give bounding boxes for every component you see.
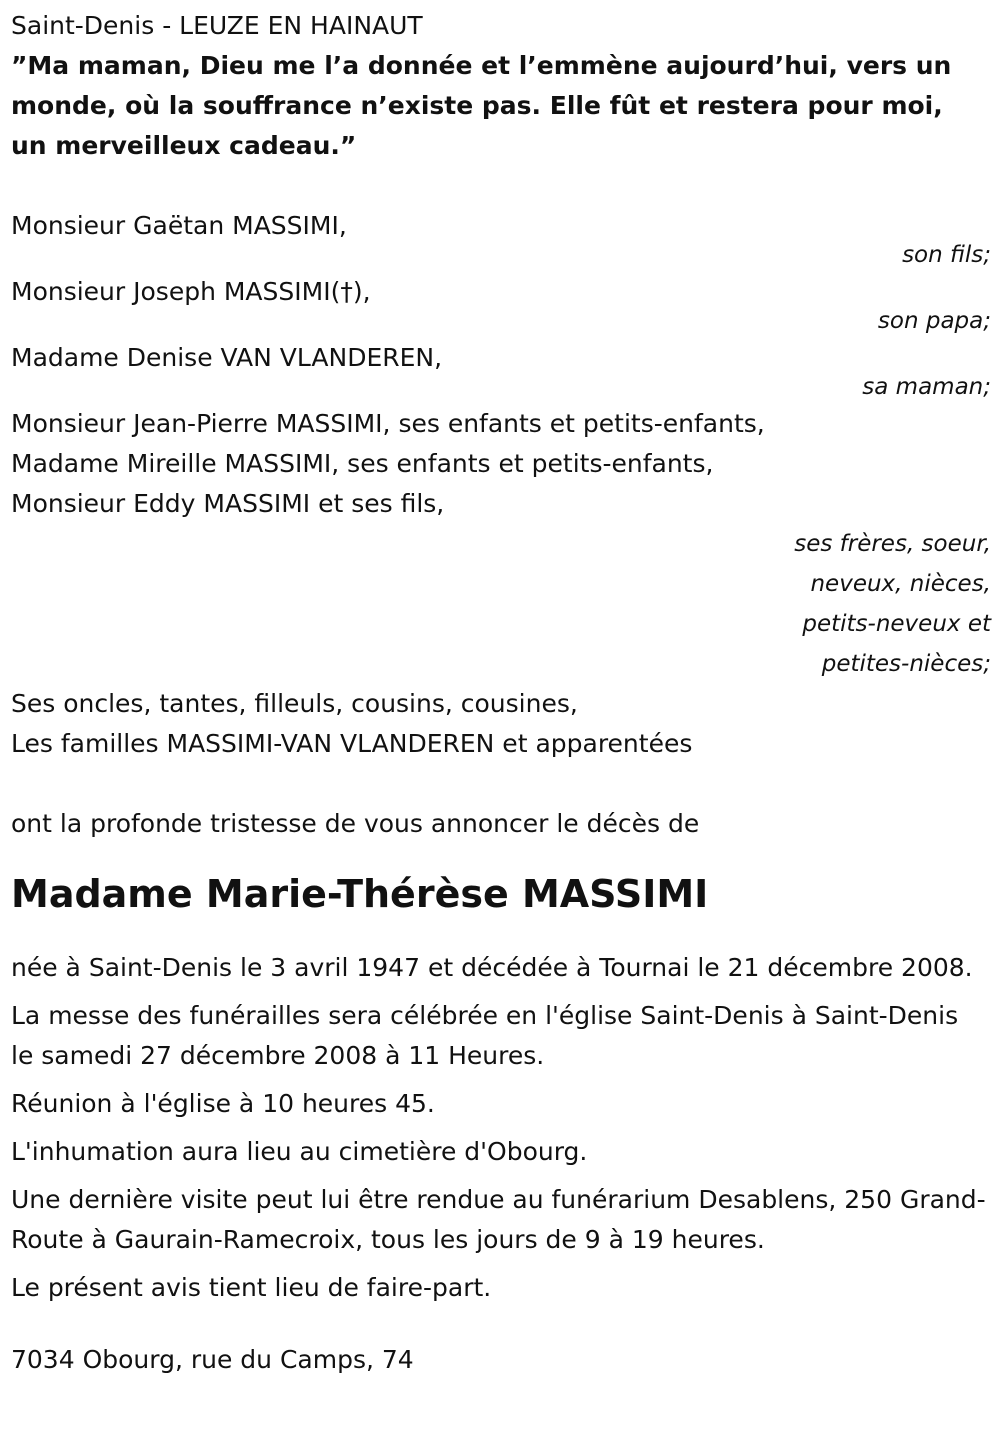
father-name: Monsieur Joseph MASSIMI(†),	[11, 277, 371, 306]
mother-name: Madame Denise VAN VLANDEREN,	[11, 343, 443, 372]
burial-details: L'inhumation aura lieu au cimetière d'Obourg.	[11, 1137, 588, 1166]
son-name: Monsieur Gaëtan MASSIMI,	[11, 211, 347, 240]
deceased-name: Madame Marie-Thérèse MASSIMI	[11, 872, 709, 916]
obituary-notice	[11, 6, 991, 1380]
spacer	[11, 764, 991, 804]
mother-relation: sa maman;	[862, 374, 991, 400]
spacer	[11, 166, 991, 206]
extended-family-line: Les familles MASSIMI-VAN VLANDEREN et apparentées	[11, 729, 693, 758]
sibling-line: Madame Mireille MASSIMI, ses enfants et petits-enfants,	[11, 449, 714, 478]
gathering-details: Réunion à l'église à 10 heures 45.	[11, 1089, 435, 1118]
siblings-relation-line: ses frères, soeur,	[794, 531, 991, 557]
siblings-relation-line: petits-neveux et	[802, 611, 991, 637]
birth-death-details: née à Saint-Denis le 3 avril 1947 et décédée à Tournai le 21 décembre 2008.	[11, 953, 973, 982]
family-address: 7034 Obourg, rue du Camps, 74	[11, 1345, 414, 1374]
father-relation: son papa;	[877, 308, 991, 334]
siblings-relation-line: neveux, nièces,	[810, 571, 991, 597]
location-header: Saint-Denis - LEUZE EN HAINAUT	[11, 11, 423, 40]
funeral-mass-details: La messe des funérailles sera célébrée en l'église Saint-Denis à Saint-Denis le samedi 27 décembre 2008 à 11 Heures.	[11, 1001, 959, 1070]
siblings-relation-line: petites-nièces;	[821, 651, 991, 677]
son-relation: son fils;	[902, 242, 991, 268]
memorial-quote: ”Ma maman, Dieu me l’a donnée et l’emmène aujourd’hui, vers un monde, où la souffrance n’existe pas. Elle fût et restera pour moi, un merveilleux cadeau.”	[11, 51, 952, 160]
sibling-line: Monsieur Jean-Pierre MASSIMI, ses enfants et petits-enfants,	[11, 409, 765, 438]
extended-family-line: Ses oncles, tantes, filleuls, cousins, cousines,	[11, 689, 578, 718]
visitation-details: Une dernière visite peut lui être rendue au funérarium Desablens, 250 Grand-Route à Gaurain-Ramecroix, tous les jours de 9 à 19 heures.	[11, 1185, 986, 1254]
announcement-intro: ont la profonde tristesse de vous annoncer le décès de	[11, 809, 700, 838]
sibling-line: Monsieur Eddy MASSIMI et ses fils,	[11, 489, 445, 518]
notice-statement: Le présent avis tient lieu de faire-part.	[11, 1273, 492, 1302]
